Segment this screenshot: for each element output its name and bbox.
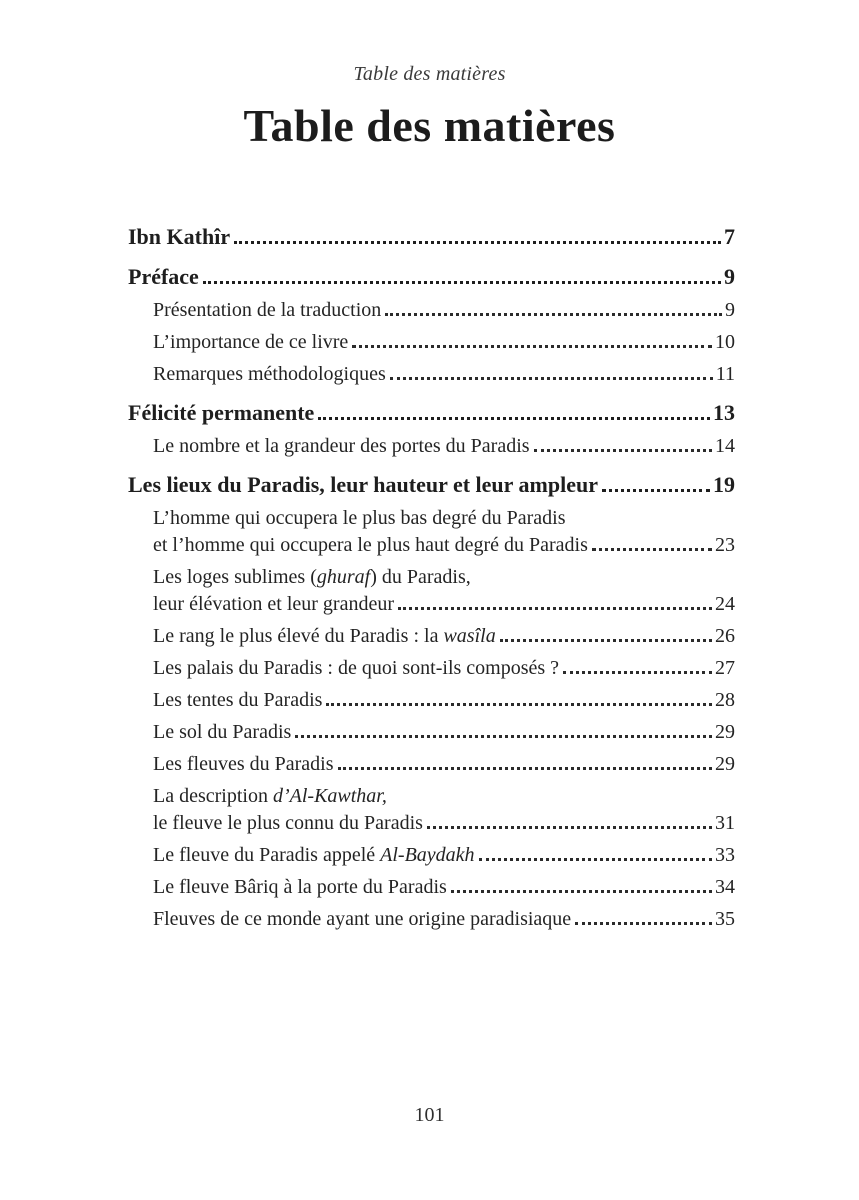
toc-entry (128, 623, 735, 650)
table-of-contents (128, 222, 735, 933)
toc-dot-leader (479, 858, 712, 861)
toc-entry-label-text: Remarques méthodologiques (153, 363, 386, 385)
toc-page-number: 34 (715, 876, 735, 898)
toc-entry-line-with-page (153, 433, 735, 460)
toc-entry-line-with-page (153, 719, 735, 746)
toc-entry-label-text: Le fleuve Bâriq à la porte du Paradis (153, 876, 447, 898)
toc-entry-label (128, 398, 314, 428)
toc-entry-label-text: L’homme qui occupera le plus bas degré du Paradis (153, 507, 566, 529)
toc-dot-leader (203, 281, 721, 284)
toc-entry-line (153, 505, 735, 532)
toc-entry-label-text: le fleuve le plus connu du Paradis (153, 812, 423, 834)
toc-entry-line-with-page (153, 810, 735, 837)
toc-entry-label (153, 566, 471, 588)
toc-entry-label (153, 842, 475, 869)
toc-entry-label-text: Le rang le plus élevé du Paradis : la (153, 625, 444, 647)
toc-entry (128, 433, 735, 460)
toc-page-number: 9 (724, 264, 735, 289)
toc-dot-leader (234, 241, 721, 244)
toc-entry-label (128, 262, 199, 292)
toc-entry-label-text: Présentation de la traduction (153, 299, 382, 321)
toc-dot-leader (295, 735, 712, 738)
toc-entry (128, 687, 735, 714)
toc-entry (128, 505, 735, 559)
toc-page-number: 29 (715, 721, 735, 743)
toc-entry-label (153, 906, 571, 933)
toc-entry-label (153, 655, 559, 682)
toc-page-number: 27 (715, 657, 735, 679)
toc-entry-line-with-page (128, 398, 735, 428)
toc-page-number: 9 (725, 299, 735, 321)
toc-entry-label-text: Préface (128, 264, 199, 289)
toc-page-number: 24 (715, 593, 735, 615)
toc-entry-label-text: La description (153, 785, 273, 807)
toc-entry-label (153, 751, 334, 778)
toc-dot-leader (398, 607, 712, 610)
toc-dot-leader (318, 417, 710, 420)
toc-dot-leader (385, 313, 722, 316)
toc-entry-label (153, 507, 565, 529)
toc-entry-label-text: Les palais du Paradis : de quoi sont-ils composés ? (153, 657, 560, 679)
toc-entry-line-with-page (153, 361, 735, 388)
toc-entry-label-text: leur élévation et leur grandeur (153, 593, 394, 615)
toc-entry-label (153, 361, 386, 388)
toc-entry-label (128, 222, 230, 252)
toc-entry-label-text: L’importance de ce livre (153, 331, 349, 353)
toc-page-number: 14 (715, 435, 735, 457)
toc-entry (128, 297, 735, 324)
toc-entry-line-with-page (153, 687, 735, 714)
toc-entry-line (153, 783, 735, 810)
toc-entry-line (153, 564, 735, 591)
toc-dot-leader (352, 345, 712, 348)
toc-entry (128, 874, 735, 901)
toc-entry-label-text: Le sol du Paradis (153, 721, 292, 743)
toc-dot-leader (592, 548, 712, 551)
toc-entry-label (153, 433, 530, 460)
toc-entry-label (153, 719, 291, 746)
toc-entry (128, 564, 735, 618)
toc-page-number: 10 (715, 331, 735, 353)
toc-entry-label-italic: ghuraf (316, 566, 371, 588)
toc-entry-line-with-page (153, 532, 735, 559)
toc-entry (128, 719, 735, 746)
toc-page-number: 29 (715, 753, 735, 775)
toc-entry-label (153, 810, 423, 837)
toc-page-number: 28 (715, 689, 735, 711)
toc-entry-label (153, 329, 348, 356)
toc-entry-label-text: Le fleuve du Paradis appelé (153, 844, 381, 866)
toc-page-number: 7 (724, 224, 735, 249)
toc-page-number: 35 (715, 908, 735, 930)
toc-entry-line-with-page (128, 470, 735, 500)
toc-page-number: 13 (713, 400, 735, 425)
toc-entry (128, 655, 735, 682)
toc-entry (128, 398, 735, 428)
toc-entry (128, 842, 735, 869)
toc-entry-line-with-page (153, 591, 735, 618)
toc-entry-label-italic: Al-Baydakh (380, 844, 475, 866)
running-head: Table des matières (353, 63, 506, 85)
toc-entry (128, 361, 735, 388)
toc-page-number: 11 (715, 363, 735, 385)
toc-page-number: 26 (715, 625, 735, 647)
toc-entry-label-text: et l’homme qui occupera le plus haut degré du Paradis (153, 534, 588, 556)
toc-entry (128, 751, 735, 778)
toc-dot-leader (390, 377, 713, 380)
page-title: Table des matières (243, 100, 616, 151)
toc-entry-line-with-page (153, 655, 735, 682)
toc-entry (128, 262, 735, 292)
toc-dot-leader (451, 890, 712, 893)
toc-entry-line-with-page (153, 874, 735, 901)
toc-dot-leader (563, 671, 712, 674)
toc-entry (128, 329, 735, 356)
toc-entry (128, 906, 735, 933)
toc-entry-label-text: Fleuves de ce monde ayant une origine paradisiaque (153, 908, 572, 930)
toc-dot-leader (326, 703, 712, 706)
toc-entry-label-text: Les fleuves du Paradis (153, 753, 334, 775)
toc-entry-label-text: Ibn Kathîr (128, 224, 231, 249)
toc-entry-line-with-page (128, 262, 735, 292)
toc-entry-label (153, 297, 381, 324)
toc-entry-line-with-page (153, 623, 735, 650)
toc-page-number: 33 (715, 844, 735, 866)
toc-dot-leader (427, 826, 712, 829)
toc-entry-label (153, 785, 387, 807)
toc-entry-line-with-page (153, 329, 735, 356)
toc-entry-label (153, 591, 394, 618)
toc-entry-label (153, 532, 588, 559)
toc-entry-label-italic: d’Al-Kawthar, (272, 785, 387, 807)
toc-entry-line-with-page (153, 751, 735, 778)
toc-entry (128, 470, 735, 500)
toc-entry (128, 783, 735, 837)
toc-dot-leader (338, 767, 712, 770)
toc-dot-leader (500, 639, 712, 642)
toc-entry-label-text: Les loges sublimes ( (153, 566, 317, 588)
toc-entry-line-with-page (153, 842, 735, 869)
toc-entry-label-italic: wasîla (443, 625, 496, 647)
toc-page-number: 31 (715, 812, 735, 834)
toc-entry-label (153, 623, 496, 650)
toc-dot-leader (534, 449, 712, 452)
toc-entry-line-with-page (153, 906, 735, 933)
toc-dot-leader (575, 922, 712, 925)
toc-page-number: 19 (713, 472, 735, 497)
toc-dot-leader (602, 489, 710, 492)
toc-entry-label-text: Les tentes du Paradis (153, 689, 323, 711)
toc-entry-label-text: Le nombre et la grandeur des portes du Paradis (153, 435, 530, 457)
footer-page-number: 101 (414, 1104, 445, 1126)
toc-entry-label (128, 470, 598, 500)
toc-entry-label-text: ) du Paradis, (370, 566, 471, 588)
toc-entry (128, 222, 735, 252)
toc-entry-label-text: Les lieux du Paradis, leur hauteur et leur ampleur (128, 472, 598, 497)
toc-entry-label (153, 687, 322, 714)
toc-entry-label-text: Félicité permanente (128, 400, 315, 425)
toc-page-number: 23 (715, 534, 735, 556)
toc-entry-line-with-page (128, 222, 735, 252)
toc-entry-label (153, 874, 447, 901)
toc-entry-line-with-page (153, 297, 735, 324)
